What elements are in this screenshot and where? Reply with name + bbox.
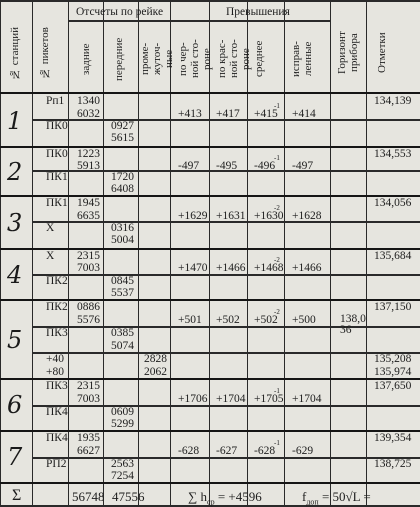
cell-corr: -629 [292,445,314,457]
cell-mean: +1468 [254,262,284,274]
correction-superscript: -1 [274,387,280,395]
cell-back: 2315 [77,250,100,262]
cell-mark: 135,974 [374,366,412,378]
footer-sum-h [188,489,262,507]
cell-front: 1720 [111,171,134,183]
grid-line [32,352,420,354]
cell-black: -497 [178,160,200,172]
cell-picket: Рп1 [46,95,65,107]
header-horizon: Горизонт прибора [336,31,360,75]
cell-corr: +414 [292,108,316,120]
cell-picket: ПК0 [46,120,68,132]
cell-front: 0927 [111,120,134,132]
cell-front: 5299 [111,418,134,430]
cell-mean: -496 [254,160,276,172]
header-picket-no: № пикетов [39,27,51,79]
cell-corr: -497 [292,160,314,172]
cell-mean: +502 [254,314,278,326]
grid-line [0,92,420,94]
cell-back: 6627 [77,445,100,457]
station-number: 5 [7,326,23,354]
footer-f-sub: доп [306,497,319,507]
correction-superscript: -2 [274,308,280,316]
cell-mark: 139,354 [374,432,412,444]
correction-superscript: -2 [274,204,280,212]
cell-black: -628 [178,445,200,457]
cell-black: +1470 [178,262,208,274]
header-intermediate: проме- жуточ- ные [139,42,175,76]
cell-red: -495 [216,160,238,172]
station-number: 7 [7,443,23,471]
grid-line [0,0,420,2]
cell-picket: ПК2 [46,275,68,287]
cell-mark: 138,725 [374,458,412,470]
correction-superscript: -1 [274,102,280,110]
station-number: 2 [7,158,23,186]
correction-superscript: -1 [274,154,280,162]
footer-sigma: Σ [12,487,22,504]
cell-corr: +1628 [292,210,322,222]
cell-front: 6408 [111,183,134,195]
cell-mean: +415 [254,108,278,120]
cell-back: 1340 [77,95,100,107]
cell-corr: +1704 [292,393,322,405]
cell-back: 1223 [77,148,100,160]
footer-f-allowed [302,489,371,507]
cell-mark: 135,208 [374,353,412,365]
header-back: задние [80,43,92,75]
grid-line [0,248,420,250]
cell-black: +413 [178,108,202,120]
cell-front: 5074 [111,340,134,352]
footer-sum-h-value: = +4596 [214,489,262,504]
cell-black: +501 [178,314,202,326]
header-station-no: № станций [9,26,21,80]
cell-horizon: 138,0 36 [340,313,366,336]
cell-red: +502 [216,314,240,326]
cell-mark: 134,139 [374,95,412,107]
footer-sum-h-sub: ср [207,497,215,507]
cell-picket: ПК0 [46,148,68,160]
cell-front: 7254 [111,470,134,482]
grid-line [68,20,330,22]
cell-back: 6032 [77,108,100,120]
cell-picket: X [46,250,55,262]
header-corrected: исправ- ленные [290,41,314,77]
cell-back: 6635 [77,210,100,222]
cell-front: 5537 [111,287,134,299]
cell-red: -627 [216,445,238,457]
correction-superscript: -2 [274,256,280,264]
cell-front: 2563 [111,458,134,470]
footer-sum-back: 56748 [72,489,105,504]
cell-front: 0609 [111,406,134,418]
station-number: 1 [7,107,23,135]
correction-superscript: -1 [274,439,280,447]
cell-picket: ПК1 [46,197,68,209]
cell-inter: 2062 [144,366,167,378]
station-number: 3 [7,209,23,237]
cell-back: 2315 [77,380,100,392]
cell-back: 0886 [77,301,100,313]
cell-picket: ПК1 [46,171,68,183]
header-front: передние [113,37,125,81]
cell-mean: -628 [254,445,276,457]
header-staff-readings: Отсчеты по рейке [76,6,164,18]
cell-back: 5913 [77,160,100,172]
cell-inter: 2828 [144,353,167,365]
cell-picket: РП2 [46,458,67,470]
header-mean: среднее [253,40,265,78]
header-marks: Отметки [376,32,388,74]
cell-picket: ПК4 [46,406,68,418]
cell-picket: +40 [46,353,64,365]
cell-picket: +80 [46,366,64,378]
cell-mark: 137,650 [374,380,412,392]
cell-front: 0316 [111,222,134,234]
header-by-black: по чер- ной сто- роне [177,39,213,79]
cell-corr: +1466 [292,262,322,274]
grid-line [0,482,420,484]
cell-front: 5004 [111,234,134,246]
cell-back: 5576 [77,314,100,326]
cell-mean: +1630 [254,210,284,222]
cell-red: +1704 [216,393,246,405]
footer-sum-h-label: ∑ h [188,489,208,504]
station-number: 6 [7,391,23,419]
footer-f-expr: = 50√L = [318,489,371,504]
cell-black: +1629 [178,210,208,222]
cell-mean: +1705 [254,393,284,405]
cell-red: +417 [216,108,240,120]
cell-red: +1631 [216,210,246,222]
footer-f-label: f [302,489,307,504]
header-elevations: Превышения [226,6,290,18]
cell-corr: +500 [292,314,316,326]
cell-picket: X [46,222,55,234]
cell-mark: 135,684 [374,250,412,262]
cell-red: +1466 [216,262,246,274]
cell-picket: ПК3 [46,327,68,339]
header-by-red: по крас- ной сто- роне [216,39,252,79]
cell-front: 0385 [111,327,134,339]
cell-front: 0845 [111,275,134,287]
cell-mark: 134,553 [374,148,412,160]
footer-sum-front: 47556 [112,489,145,504]
cell-picket: ПК2 [46,301,68,313]
station-number: 4 [7,261,23,289]
cell-back: 7003 [77,393,100,405]
cell-back: 1935 [77,432,100,444]
cell-mark: 137,150 [374,301,412,313]
cell-mark: 134,056 [374,197,412,209]
cell-front: 5615 [111,132,134,144]
cell-back: 1945 [77,197,100,209]
cell-picket: ПК3 [46,380,68,392]
cell-picket: ПК4 [46,432,68,444]
cell-back: 7003 [77,262,100,274]
cell-black: +1706 [178,393,208,405]
